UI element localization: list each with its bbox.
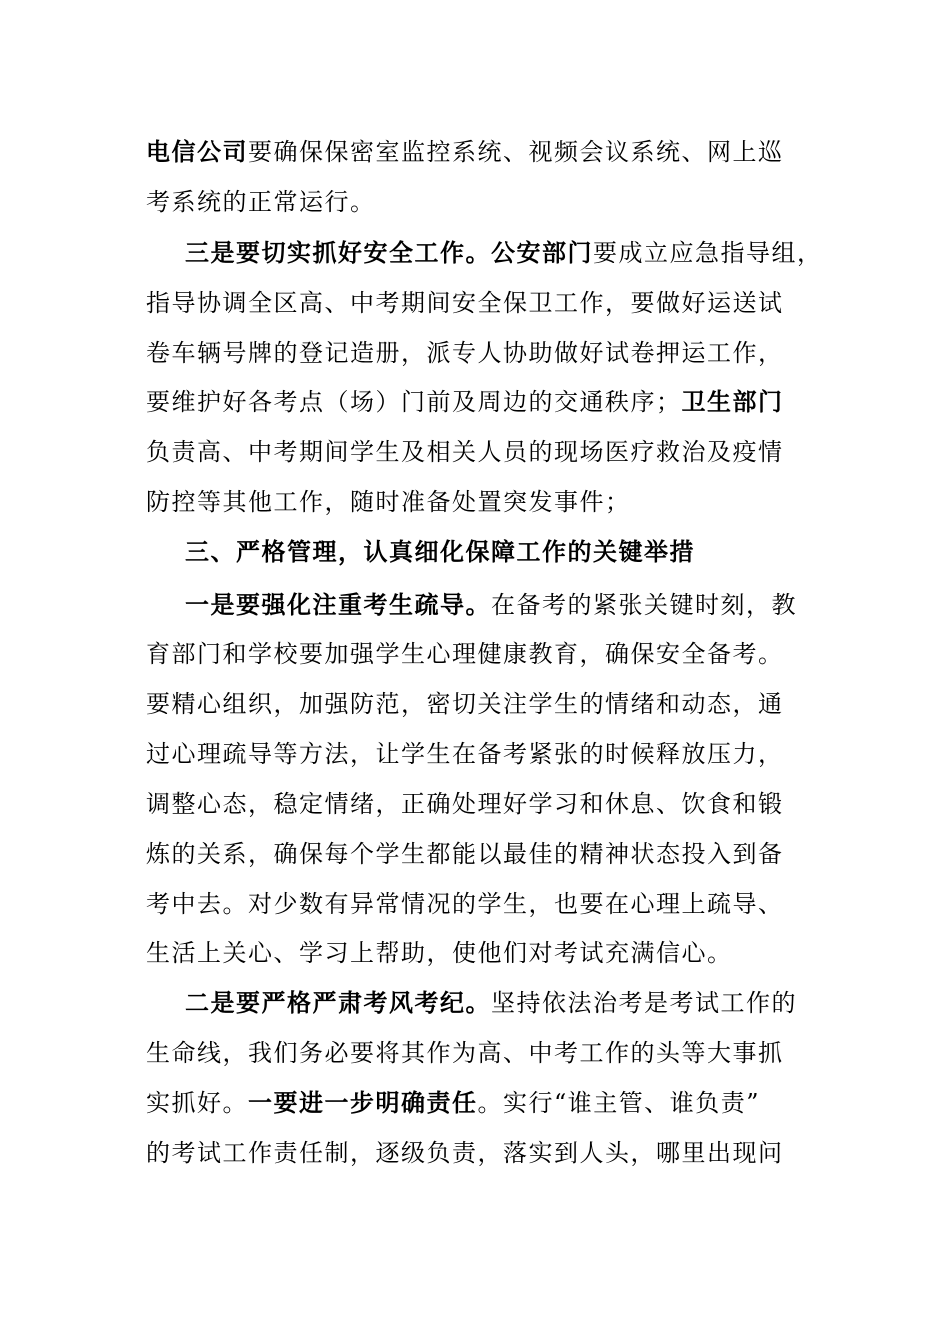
text-line bbox=[146, 432, 784, 472]
text-segment: 实抓好。 bbox=[146, 1089, 248, 1117]
bold-phrase: 三是要切实抓好安全工作。 bbox=[185, 238, 491, 267]
text-segment: 坚持依法治考是考试工作的 bbox=[491, 989, 797, 1017]
text-line bbox=[146, 382, 784, 422]
text-segment: 在备考的紧张关键时刻，教 bbox=[491, 591, 797, 619]
text-line bbox=[146, 283, 784, 323]
text-segment: 调整心态，稳定情绪，正确处理好学习和休息、饮食和锻 bbox=[146, 790, 784, 818]
text-line bbox=[146, 1033, 784, 1073]
text-segment: 要成立应急指导组， bbox=[593, 239, 823, 267]
text-segment: 负责高、中考期间学生及相关人员的现场医疗救治及疫情 bbox=[146, 438, 784, 466]
text-line bbox=[146, 684, 784, 724]
text-line bbox=[146, 482, 631, 522]
text-segment: 要精心组织，加强防范，密切关注学生的情绪和动态，通 bbox=[146, 690, 784, 718]
bold-phrase: 公安部门 bbox=[491, 238, 593, 267]
text-segment: 卷车辆号牌的登记造册，派专人协助做好试卷押运工作， bbox=[146, 339, 784, 367]
text-segment: 生活上关心、学习上帮助，使他们对考试充满信心。 bbox=[146, 939, 733, 967]
bold-phrase: 一是要强化注重考生疏导。 bbox=[185, 590, 491, 619]
text-segment: 过心理疏导等方法，让学生在备考紧张的时候释放压力， bbox=[146, 740, 784, 768]
bold-phrase: 电信公司 bbox=[146, 137, 248, 166]
text-line bbox=[146, 734, 784, 774]
text-segment: 指导协调全区高、中考期间安全保卫工作，要做好运送试 bbox=[146, 289, 784, 317]
text-line bbox=[185, 233, 823, 273]
text-segment: 的考试工作责任制，逐级负责，落实到人头，哪里出现问 bbox=[146, 1139, 784, 1167]
bold-phrase: 一要进一步明确责任 bbox=[248, 1088, 478, 1117]
text-line bbox=[146, 834, 784, 874]
text-segment: 考系统的正常运行。 bbox=[146, 188, 376, 216]
text-segment: 。实行“谁主管、谁负责” bbox=[477, 1089, 761, 1117]
text-line bbox=[185, 983, 797, 1023]
text-segment: 要确保保密室监控系统、视频会议系统、网上巡 bbox=[248, 138, 784, 166]
text-line bbox=[185, 585, 797, 625]
bold-phrase: 三、严格管理，认真细化保障工作的关键举措 bbox=[185, 537, 695, 566]
text-line bbox=[146, 182, 376, 222]
text-line bbox=[146, 933, 733, 973]
bold-phrase: 二是要严格严肃考风考纪。 bbox=[185, 988, 491, 1017]
text-line bbox=[146, 634, 784, 674]
text-line bbox=[146, 1133, 784, 1173]
text-segment: 要维护好各考点（场）门前及周边的交通秩序； bbox=[146, 388, 682, 416]
bold-phrase: 卫生部门 bbox=[681, 387, 784, 416]
text-segment: 育部门和学校要加强学生心理健康教育，确保安全备考。 bbox=[146, 640, 784, 668]
section-heading bbox=[185, 532, 695, 572]
text-line bbox=[146, 784, 784, 824]
text-line bbox=[146, 884, 784, 924]
text-line bbox=[146, 1083, 760, 1123]
text-segment: 防控等其他工作，随时准备处置突发事件； bbox=[146, 488, 631, 516]
text-line bbox=[146, 132, 784, 172]
text-line bbox=[146, 333, 784, 373]
text-segment: 考中去。对少数有异常情况的学生，也要在心理上疏导、 bbox=[146, 890, 784, 918]
text-segment: 生命线，我们务必要将其作为高、中考工作的头等大事抓 bbox=[146, 1039, 784, 1067]
text-segment: 炼的关系，确保每个学生都能以最佳的精神状态投入到备 bbox=[146, 840, 784, 868]
